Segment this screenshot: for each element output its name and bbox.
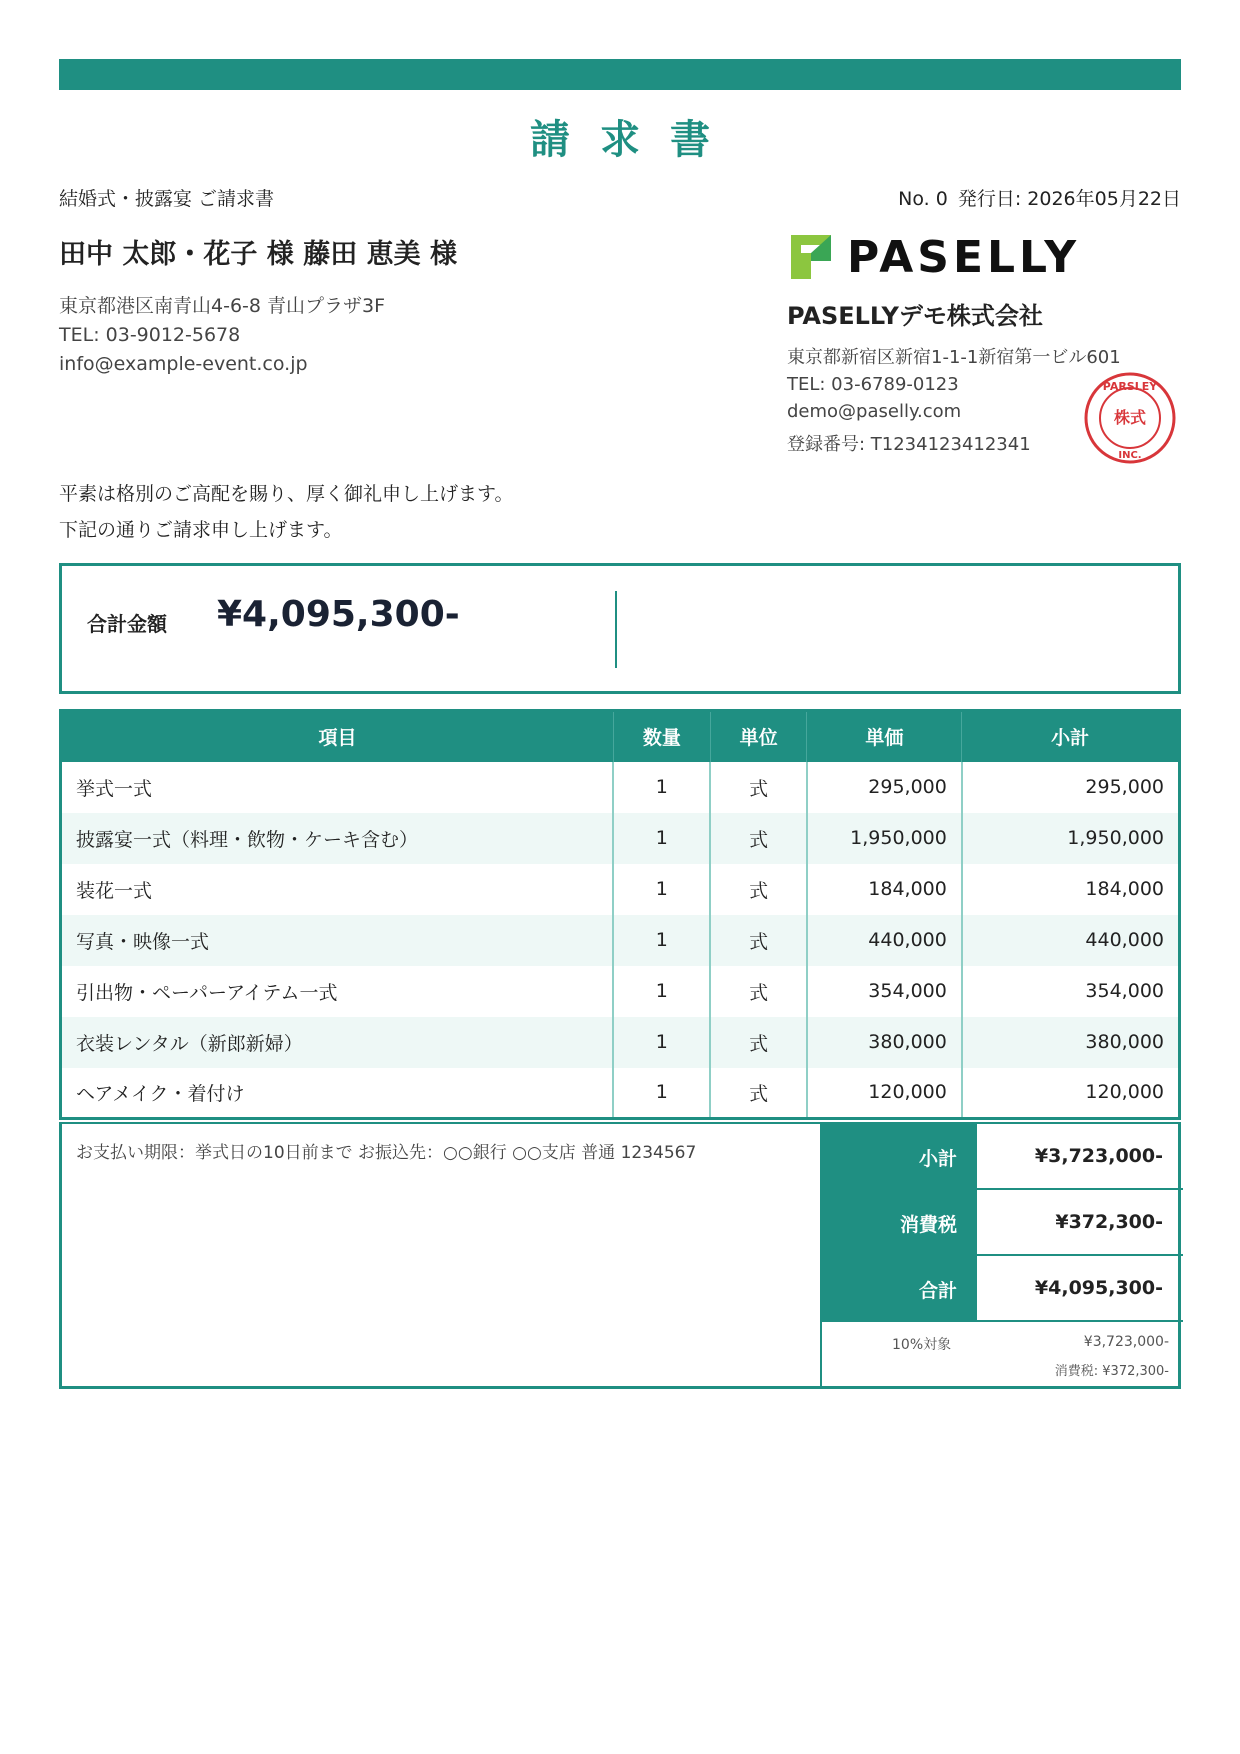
registration-number: 登録番号: T1234123412341: [787, 434, 1031, 455]
cell-unit: 式: [710, 1017, 807, 1068]
cell-qty: 1: [613, 813, 710, 864]
recipient-contact: [59, 292, 385, 379]
cell-item: 装花一式: [76, 879, 153, 902]
cell-item: 挙式一式: [76, 777, 153, 800]
svg-text:INC.: INC.: [1118, 450, 1142, 461]
cell-unit: 式: [710, 1068, 807, 1119]
table-row: [61, 1017, 1180, 1068]
cell-subtotal: 380,000: [962, 1017, 1180, 1068]
total-amount-label: 合計金額: [87, 612, 167, 636]
cell-subtotal: 295,000: [962, 762, 1180, 813]
company-seal-stamp: [1082, 370, 1178, 466]
table-row: [61, 813, 1180, 864]
logo-text: PASELLY: [847, 231, 1081, 283]
tax-rate-label: 10%対象: [892, 1337, 952, 1353]
summary-block: [820, 1124, 1181, 1388]
header-accent-bar: [59, 59, 1181, 90]
company-email: demo@paselly.com: [787, 401, 962, 422]
recipient-email: info@example-event.co.jp: [59, 353, 308, 375]
footer-section: [59, 1122, 1181, 1389]
company-address: 東京都新宿区新宿1-1-1新宿第一ビル601: [787, 347, 1121, 368]
cell-price: 184,000: [807, 864, 962, 915]
header-price: 単価: [807, 711, 962, 762]
greeting-line-2: 下記の通りご請求申し上げます。: [59, 519, 343, 541]
logo-mark-icon: [787, 231, 837, 283]
cell-item: 披露宴一式（料理・飲物・ケーキ含む）: [61, 813, 614, 864]
svg-text:PARSLEY: PARSLEY: [1102, 380, 1158, 393]
cell-subtotal: 354,000: [962, 966, 1180, 1017]
cell-item: 衣装レンタル（新郎新婦）: [61, 1017, 614, 1068]
company-tel: TEL: 03-6789-0123: [787, 374, 959, 395]
payment-note: お支払い期限：挙式日の10日前まで お振込先：○○銀行 ○○支店 普通 1234567: [76, 1143, 697, 1163]
cell-price: 1,950,000: [807, 813, 962, 864]
cell-unit: 式: [710, 813, 807, 864]
table-header-row: [61, 711, 1180, 762]
summary-total-value: ¥4,095,300-: [977, 1256, 1183, 1322]
cell-qty: 1: [613, 966, 710, 1017]
cell-qty: 1: [613, 915, 710, 966]
invoice-number: No. 0: [898, 188, 948, 210]
invoice-meta: [894, 184, 1181, 211]
header-unit: 単位: [710, 711, 807, 762]
header-item: 項目: [61, 711, 614, 762]
company-name: PASELLYデモ株式会社: [787, 302, 1043, 330]
summary-tax-label: 消費税: [822, 1190, 977, 1256]
cell-subtotal: 120,000: [962, 1068, 1180, 1119]
table-row: [61, 915, 1180, 966]
cell-price: 295,000: [807, 762, 962, 813]
summary-tax-row: [822, 1190, 1183, 1256]
tax-rate-base: ¥3,723,000-: [1083, 1334, 1169, 1350]
greeting-line-1: 平素は格別のご高配を賜り、厚く御礼申し上げます。: [59, 483, 514, 505]
issue-date: 発行日: 2026年05月22日: [957, 188, 1181, 210]
cell-price: 120,000: [807, 1068, 962, 1119]
cell-qty: 1: [613, 1017, 710, 1068]
summary-tax-value: ¥372,300-: [977, 1190, 1183, 1256]
summary-total-label: 合計: [822, 1256, 977, 1322]
cell-subtotal: 440,000: [962, 915, 1180, 966]
recipient-address: 東京都港区南青山4-6-8 青山プラザ3F: [59, 295, 386, 317]
cell-price: 380,000: [807, 1017, 962, 1068]
summary-subtotal-row: [822, 1124, 1183, 1190]
summary-total-row: [822, 1256, 1183, 1322]
cell-qty: 1: [613, 762, 710, 813]
tax-breakdown: [822, 1322, 1183, 1388]
summary-subtotal-value: ¥3,723,000-: [977, 1124, 1183, 1190]
recipient-name: 田中 太郎・花子 様 藤田 恵美 様: [59, 239, 457, 270]
cell-price: 440,000: [807, 915, 962, 966]
cell-item: 写真・映像一式: [61, 915, 614, 966]
cell-subtotal: 1,950,000: [962, 813, 1180, 864]
table-row: [61, 762, 1180, 813]
cell-qty: 1: [613, 1068, 710, 1119]
line-items-table: [59, 709, 1181, 1120]
cell-unit: 式: [710, 864, 807, 915]
greeting-text: [59, 476, 513, 548]
table-row: [61, 864, 1180, 915]
cell-item: ヘアメイク・着付け: [76, 1082, 245, 1105]
company-contact: [787, 344, 1121, 425]
cell-item: 引出物・ペーパーアイテム一式: [76, 981, 338, 1004]
cell-price: 354,000: [807, 966, 962, 1017]
invoice-subject: 結婚式・披露宴 ご請求書: [59, 188, 275, 210]
total-box-divider: [615, 591, 617, 668]
total-amount-value: ¥4,095,300-: [217, 594, 460, 635]
document-title: 請求書: [530, 117, 740, 163]
header-qty: 数量: [613, 711, 710, 762]
cell-subtotal: 184,000: [962, 864, 1180, 915]
cell-unit: 式: [710, 966, 807, 1017]
company-logo: [787, 231, 1080, 283]
summary-subtotal-label: 小計: [822, 1124, 977, 1190]
total-amount-box: [59, 563, 1181, 694]
table-row: [61, 966, 1180, 1017]
recipient-tel: TEL: 03-9012-5678: [59, 324, 241, 346]
tax-rate-amount: 消費税: ¥372,300-: [1054, 1364, 1169, 1379]
svg-text:株式: 株式: [1113, 408, 1147, 427]
header-subtotal: 小計: [962, 711, 1180, 762]
cell-unit: 式: [710, 915, 807, 966]
cell-unit: 式: [710, 762, 807, 813]
table-row: [61, 1068, 1180, 1119]
cell-qty: 1: [613, 864, 710, 915]
